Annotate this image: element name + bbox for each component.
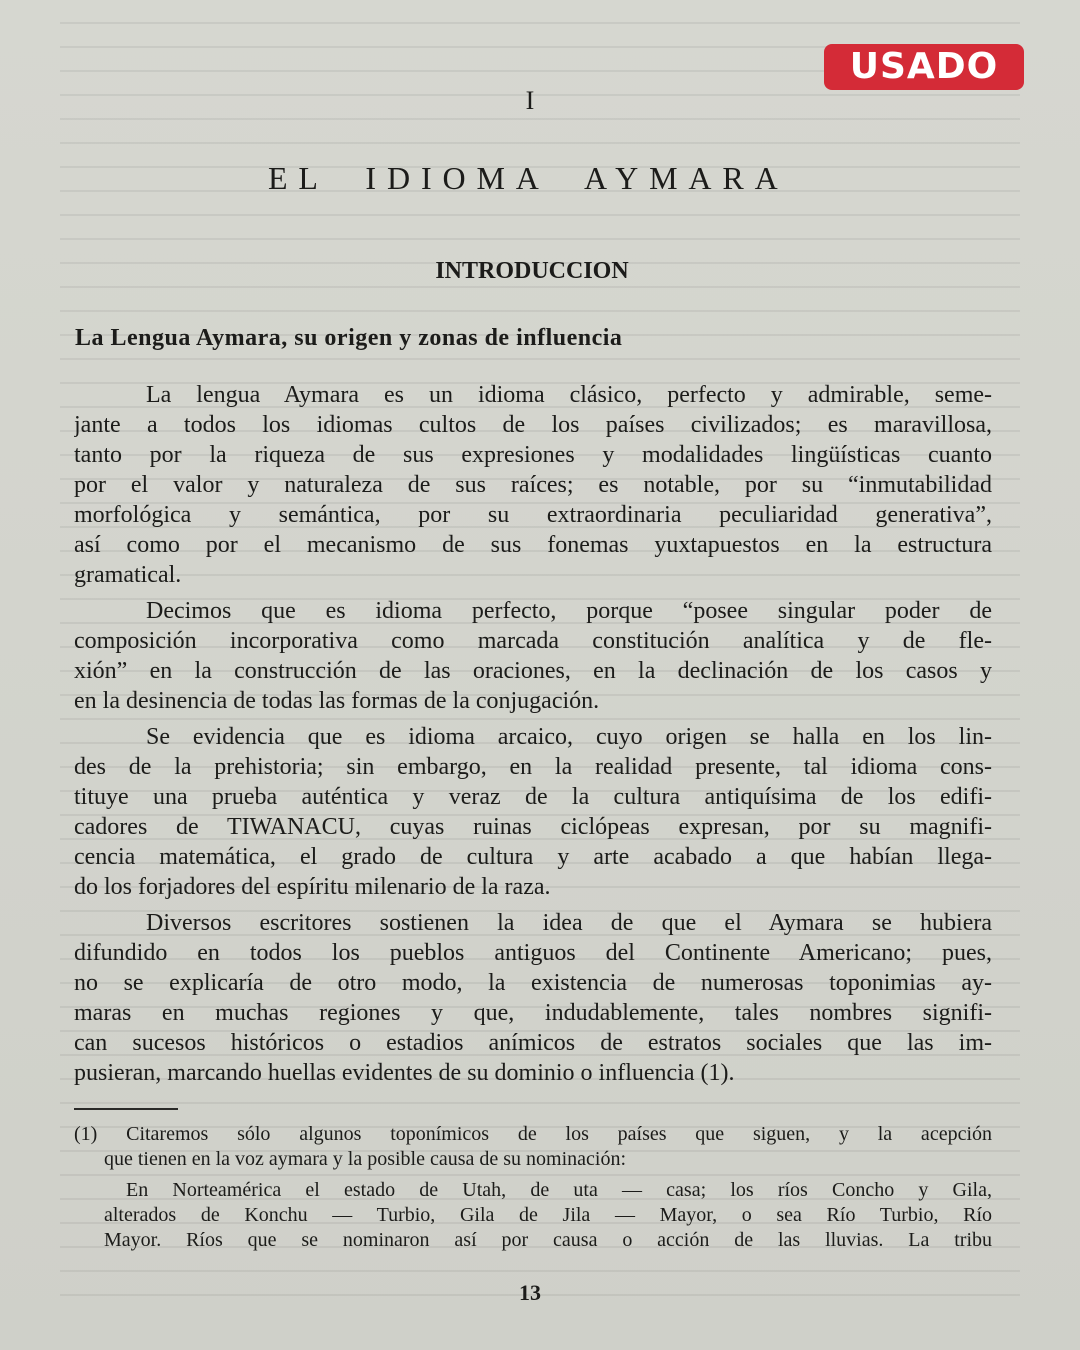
footnote-line: En Norteamérica el estado de Utah, de uta — casa; los ríos Concho y Gila, <box>126 1179 992 1201</box>
body-text <box>74 380 992 1094</box>
text-line: no se explicaría de otro modo, la existencia de numerosas toponimias ay- <box>74 970 992 996</box>
text-line: do los forjadores del espíritu milenario de la raza. <box>74 874 551 900</box>
footnote-line: que tienen en la voz aymara y la posible causa de su nominación: <box>104 1148 627 1170</box>
text-line: así como por el mecanismo de sus fonemas yuxtapuestos en la estructura <box>74 532 992 558</box>
text-line: xión” en la construcción de las oraciones, en la declinación de los casos y <box>74 658 992 684</box>
text-line: composición incorporativa como marcada constitución analítica y de fle- <box>74 628 992 654</box>
footnote-line: alterados de Konchu — Turbio, Gila de Jila — Mayor, o sea Río Turbio, Río <box>104 1204 992 1226</box>
text-line: jante a todos los idiomas cultos de los países civilizados; es maravillosa, <box>74 412 992 438</box>
text-line: tituye una prueba auténtica y veraz de la cultura antiquísima de los edifi- <box>74 784 992 810</box>
text-line: des de la prehistoria; sin embargo, en la realidad presente, tal idioma cons- <box>74 754 992 780</box>
paragraph-1 <box>74 380 992 590</box>
paragraph-4 <box>74 908 992 1088</box>
section-title: INTRODUCCION <box>435 258 629 284</box>
used-badge: USADO <box>824 44 1024 90</box>
text-line: por el valor y naturaleza de sus raíces; es notable, por su “inmutabilidad <box>74 472 992 498</box>
text-line: La lengua Aymara es un idioma clásico, perfecto y admirable, seme- <box>146 382 992 408</box>
text-line: can sucesos históricos o estadios anímicos de estratos sociales que las im- <box>74 1030 992 1056</box>
page-number: 13 <box>519 1280 541 1305</box>
text-line: difundido en todos los pueblos antiguos del Continente Americano; pues, <box>74 940 992 966</box>
text-line: maras en muchas regiones y que, indudablemente, tales nombres signifi- <box>74 1000 992 1026</box>
footnote-line: (1) Citaremos sólo algunos toponímicos de los países que siguen, y la acepción <box>74 1123 992 1145</box>
paragraph-3 <box>74 722 992 902</box>
text-line: tanto por la riqueza de sus expresiones y modalidades lingüísticas cuanto <box>74 442 992 468</box>
text-line: Diversos escritores sostienen la idea de que el Aymara se hubiera <box>146 910 992 936</box>
footnote-line: Mayor. Ríos que se nominaron así por causa o acción de las lluvias. La tribu <box>104 1229 992 1251</box>
text-line: Decimos que es idioma perfecto, porque “posee singular poder de <box>146 598 992 624</box>
text-line: en la desinencia de todas las formas de la conjugación. <box>74 688 600 714</box>
text-line: pusieran, marcando huellas evidentes de su dominio o influencia (1). <box>74 1060 735 1086</box>
footnote <box>74 1122 992 1253</box>
paragraph-2 <box>74 596 992 716</box>
subsection-title: La Lengua Aymara, su origen y zonas de influencia <box>75 325 623 351</box>
text-line: gramatical. <box>74 562 182 588</box>
text-line: cadores de TIWANACU, cuyas ruinas ciclópeas expresan, por su magnifi- <box>74 814 992 840</box>
text-line: Se evidencia que es idioma arcaico, cuyo origen se halla en los lin- <box>146 724 992 750</box>
text-line: morfológica y semántica, por su extraordinaria peculiaridad generativa”, <box>74 502 992 528</box>
text-line: cencia matemática, el grado de cultura y arte acabado a que habían llega- <box>74 844 992 870</box>
footnote-examples <box>74 1178 992 1253</box>
chapter-title: EL IDIOMA AYMARA <box>268 160 789 196</box>
chapter-number: I <box>525 86 535 115</box>
footnote-rule <box>74 1108 178 1110</box>
